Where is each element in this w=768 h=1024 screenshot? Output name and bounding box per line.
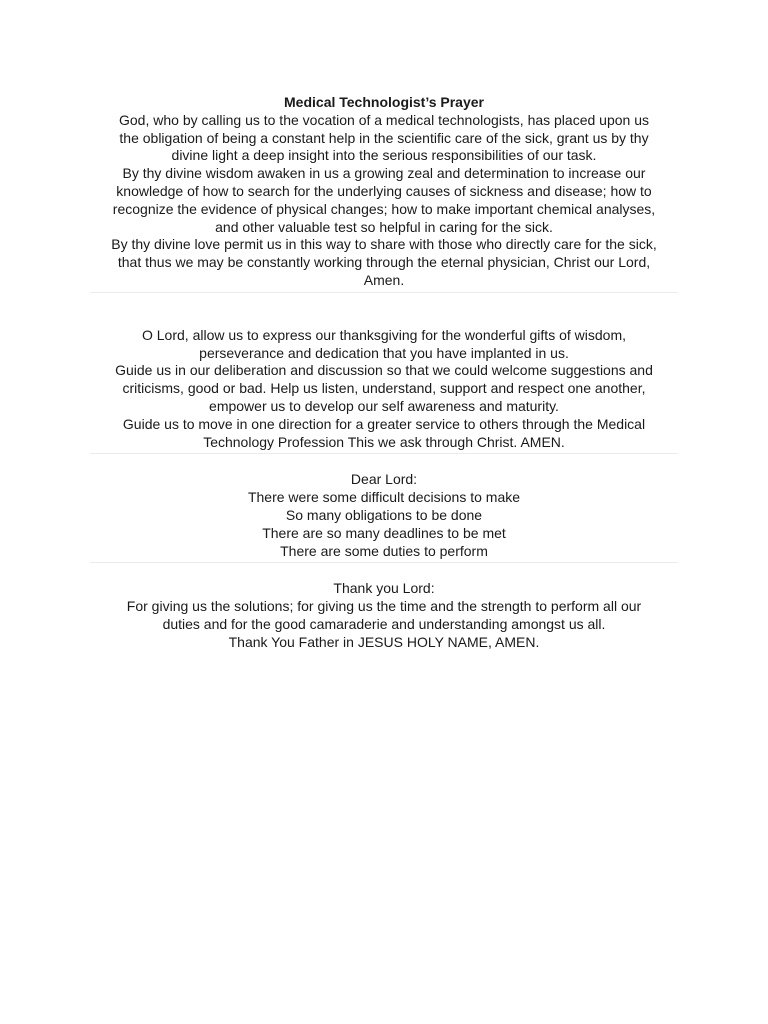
text-line: Guide us in our deliberation and discussion so that we could welcome suggestions and xyxy=(115,362,653,379)
text-line: duties and for the good camaraderie and understanding amongst us all. xyxy=(162,615,606,632)
document-title: Medical Technologist’s Prayer xyxy=(284,94,484,110)
prayer-section-1 xyxy=(90,112,678,290)
prayer-section-2 xyxy=(90,327,678,452)
text-line: There were some difficult decisions to make xyxy=(247,489,521,506)
document-page xyxy=(90,94,678,652)
text-line: knowledge of how to search for the underlying causes of sickness and disease; how to xyxy=(116,182,652,199)
text-line: that thus we may be constantly working through the eternal physician, Christ our Lord, xyxy=(117,254,651,271)
text-line: Dear Lord: xyxy=(350,471,418,488)
text-line: empower us to develop our self awareness and maturity. xyxy=(209,397,559,414)
text-line: and other valuable test so helpful in caring for the sick. xyxy=(215,218,553,235)
text-line: So many obligations to be done xyxy=(285,506,483,523)
text-line: God, who by calling us to the vocation of a medical technologists, has placed upon us xyxy=(119,111,649,128)
text-line: By thy divine wisdom awaken in us a growing zeal and determination to increase our xyxy=(122,165,646,182)
text-line: the obligation of being a constant help in the scientific care of the sick, grant us by thy xyxy=(119,129,649,146)
text-line: perseverance and dedication that you have implanted in us. xyxy=(199,344,569,361)
text-line: Thank you Lord: xyxy=(333,580,435,597)
text-line: Technology Profession This we ask through Christ. AMEN. xyxy=(203,433,565,450)
text-line: For giving us the solutions; for giving us the time and the strength to perform all our xyxy=(126,598,642,615)
text-line: Guide us to move in one direction for a greater service to others through the Medical xyxy=(122,415,646,432)
text-line: O Lord, allow us to express our thanksgiving for the wonderful gifts of wisdom, xyxy=(141,326,626,343)
text-line: criticisms, good or bad. Help us listen, understand, support and respect one another, xyxy=(122,380,646,397)
text-line: divine light a deep insight into the serious responsibilities of our task. xyxy=(171,147,597,164)
text-line: Thank You Father in JESUS HOLY NAME, AMEN. xyxy=(228,633,540,650)
text-line: By thy divine love permit us in this way to share with those who directly care for the sick, xyxy=(111,236,657,253)
text-line: There are so many deadlines to be met xyxy=(262,524,506,541)
text-line: There are some duties to perform xyxy=(280,542,488,559)
prayer-section-3 xyxy=(90,471,678,560)
prayer-section-4 xyxy=(90,580,678,651)
text-line: Amen. xyxy=(363,271,405,288)
text-line: recognize the evidence of physical changes; how to make important chemical analyses, xyxy=(112,200,656,217)
